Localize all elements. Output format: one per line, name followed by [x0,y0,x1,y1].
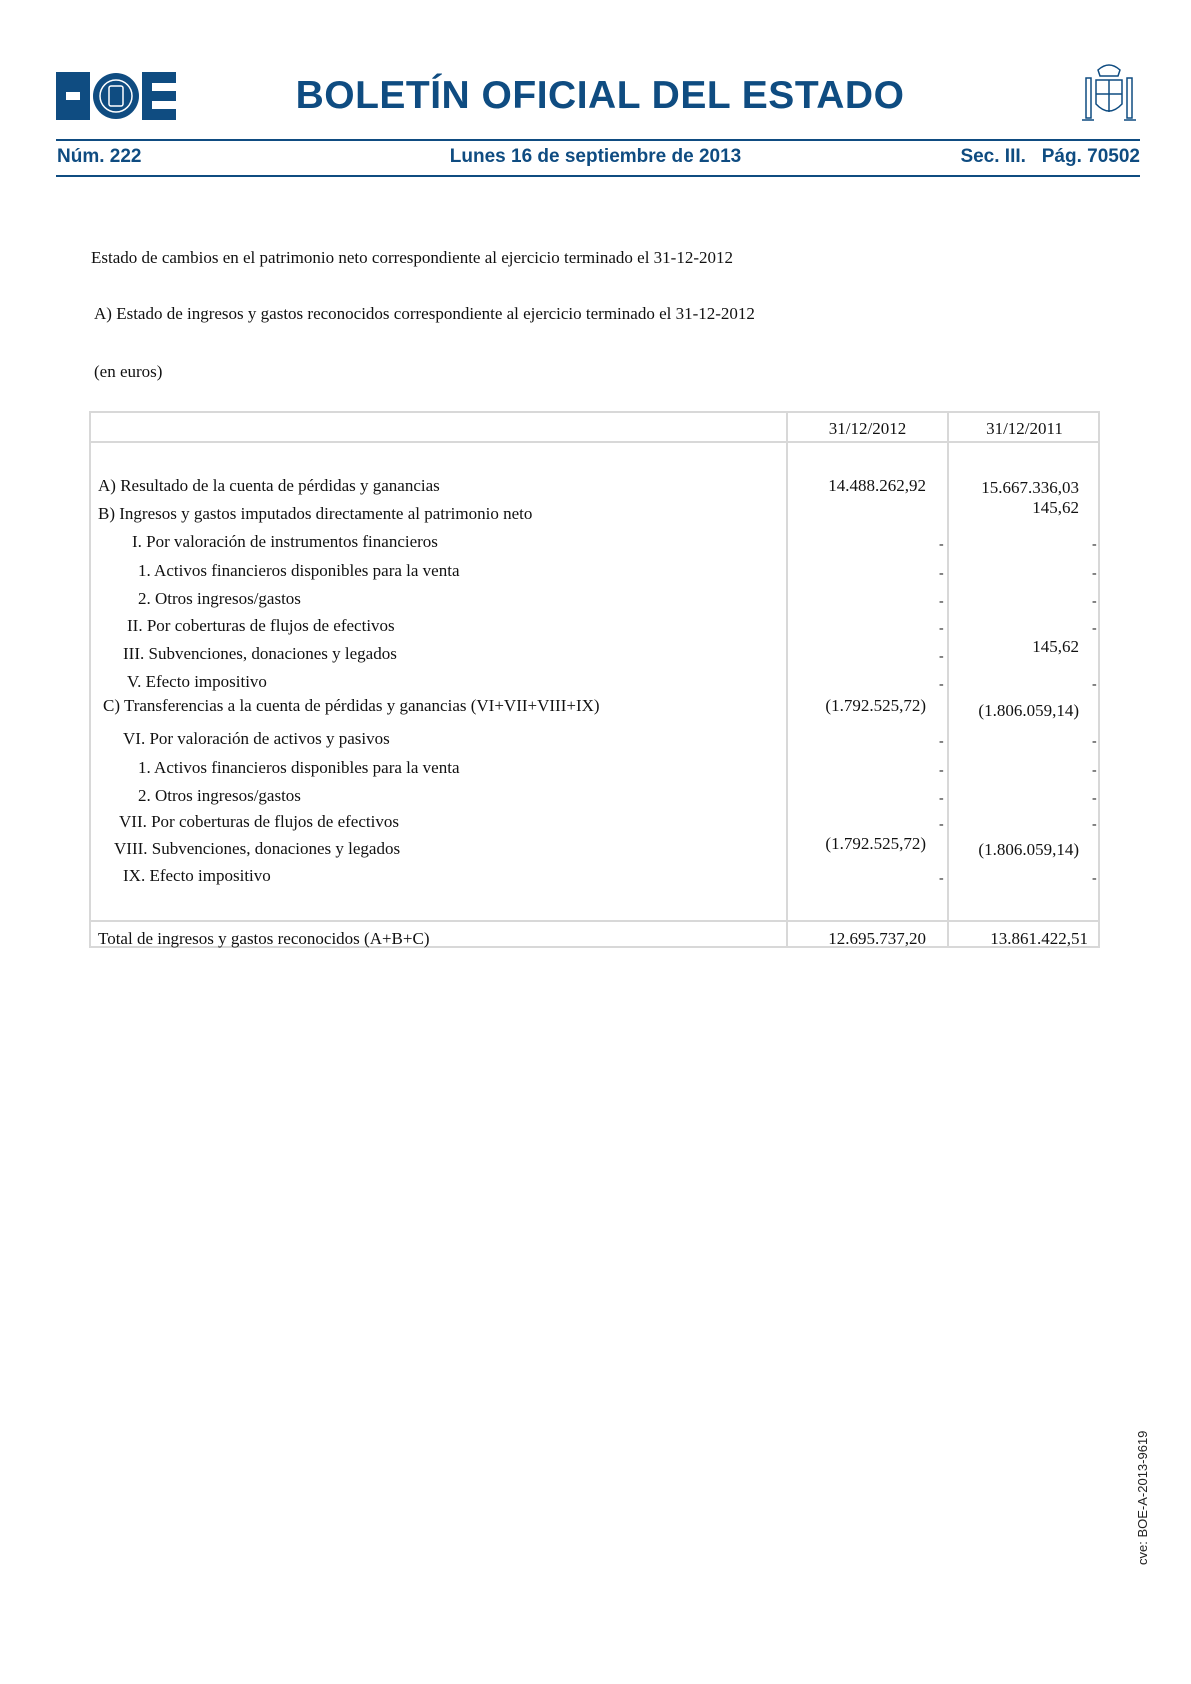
header-rule-top [56,139,1140,141]
value-2012: - [939,649,944,664]
statement-title: Estado de cambios en el patrimonio neto correspondiente al ejercicio terminado el 31-12-2012 [91,248,734,267]
row-label: II. Por coberturas de flujos de efectivos [127,616,395,635]
table-divider-1 [786,413,788,946]
value-2011: - [1092,677,1097,692]
value-2011: 145,62 [1032,498,1079,517]
table-divider-2 [947,413,949,946]
value-2011: - [1092,566,1097,581]
issue-date: Lunes 16 de septiembre de 2013 [449,146,742,167]
value-2012: - [939,537,944,552]
row-label: IX. Efecto impositivo [123,866,271,885]
value-2011: - [1092,871,1097,886]
row-label: VI. Por valoración de activos y pasivos [123,729,390,748]
total-2012: 12.695.737,20 [828,929,926,948]
coat-of-arms-icon [1078,60,1140,126]
value-2011: - [1092,817,1097,832]
row-label: 2. Otros ingresos/gastos [138,786,301,805]
table-header-rule [91,441,1098,443]
value-2012: - [939,763,944,778]
cve-identifier: cve: BOE-A-2013-9619 [1135,1430,1150,1565]
total-label: Total de ingresos y gastos reconocidos (A+B+C) [98,929,430,948]
statement-subtitle: A) Estado de ingresos y gastos reconocidos correspondiente al ejercicio terminado el 31-12-2012 [94,304,755,323]
row-label: 1. Activos financieros disponibles para la venta [138,561,460,580]
currency-note: (en euros) [94,362,163,381]
row-label: VIII. Subvenciones, donaciones y legados [114,839,401,858]
row-label: 2. Otros ingresos/gastos [138,589,301,608]
row-label: 1. Activos financieros disponibles para la venta [138,758,460,777]
value-2012: (1.792.525,72) [825,834,926,853]
row-label-c: C) Transferencias a la cuenta de pérdidas y ganancias (VI+VII+VIII+IX) [103,696,600,715]
section-page: Sec. III. Pág. 70502 [960,146,1140,167]
value-2012: - [939,594,944,609]
value-2012: - [939,817,944,832]
value-2011: - [1092,621,1097,636]
row-label-b: B) Ingresos y gastos imputados directamente al patrimonio neto [98,504,533,523]
header-rule-bottom [56,175,1140,177]
column-header-2012: 31/12/2012 [828,419,907,438]
value-2011: 15.667.336,03 [981,478,1079,497]
value-2012: 14.488.262,92 [828,476,926,495]
value-2012: - [939,621,944,636]
page-title: BOLETÍN OFICIAL DEL ESTADO [295,74,905,117]
value-2012: - [939,677,944,692]
value-2011: - [1092,734,1097,749]
value-2012: - [939,566,944,581]
row-label: VII. Por coberturas de flujos de efectivos [119,812,399,831]
value-2012: - [939,871,944,886]
row-label: V. Efecto impositivo [127,672,267,691]
row-label-a: A) Resultado de la cuenta de pérdidas y ganancias [98,476,440,495]
income-expense-table [89,411,1100,948]
value-2011: - [1092,763,1097,778]
boe-logo-icon [56,72,176,120]
value-2012: - [939,734,944,749]
value-2012: (1.792.525,72) [825,696,926,715]
value-2011: - [1092,594,1097,609]
value-2011: - [1092,537,1097,552]
issue-number: Núm. 222 [57,146,142,167]
total-2011: 13.861.422,51 [990,929,1088,948]
value-2011: 145,62 [1032,637,1079,656]
column-header-2011: 31/12/2011 [986,419,1063,438]
value-2012: - [939,791,944,806]
table-total-rule [91,920,1098,922]
row-label: I. Por valoración de instrumentos financieros [132,532,438,551]
value-2011: (1.806.059,14) [978,840,1079,859]
value-2011: - [1092,791,1097,806]
row-label: III. Subvenciones, donaciones y legados [123,644,397,663]
value-2011: (1.806.059,14) [978,701,1079,720]
